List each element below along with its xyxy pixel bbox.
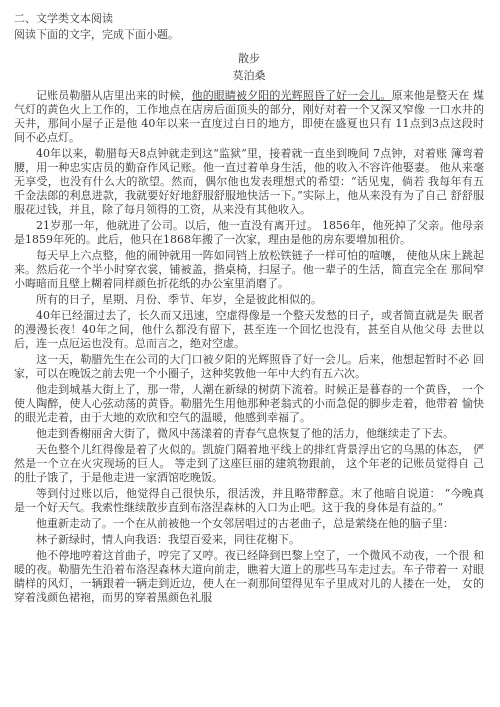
section-heading: 二、文学类文本阅读 [14, 12, 113, 25]
paragraph-13-song: 林子新绿时，情人向我语：我望百爱来，同往花榭下。 [36, 533, 300, 546]
paragraph-text: 原来他是整天在 煤气灯的黄色火上工作的，工作地点在店房后面顶头的部分，刚好对着一个又深又窄像 一口水井的天井，那间小屋子正是他 40年以来一直度过白日的地方，即使在盛夏也只有 11点到3点这段时间不必点灯。 [14, 89, 485, 144]
article-title: 散步 [238, 52, 260, 65]
paragraph-2: 40年以来，勒腊每天8点钟就走到这“监狱”里，接着就一直坐到晚间 7点钟，对着账 簿弯着腰，用一种忠实店员的勤奋作风记账。他一直过着单身生活，他的收入不容许他娶妻。 他从来毫无享受，也没有什么大的欲望。然而，偶尔他也发表理想式的希望：“话见鬼，倘若 我每年有五千金法郎的利息进款，我就要好好地舒服舒服地快活一下。”实际上，他从来没有为了自己 舒舒服服花过钱，并且，除了每月领得的工资，从来没有其他收入。 [14, 147, 484, 216]
paragraph-3: 21岁那一年，他就进了公司。以后，他一直没有离开过。 1856年，他死掉了父亲。他母亲是1859年死的。此后，他只在1868年搬了一次家，理由是他的房东要增加租价。 [14, 219, 484, 246]
underlined-sentence: 他的眼睛被夕阳的光辉照昏了好一会儿。 [191, 89, 392, 102]
paragraph-14: 他不停地哼着这首曲子，哼完了又哼。夜已经降到巴黎上空了，一个微风不动夜，一个很 和暖的夜。勒腊先生沿着布洛涅森林大道向前走，瞧着大道上的那些马车走过去。车子带着一 对眼睛样的风灯，一辆跟着一辆走到近边，使人在一刹那间望得见车子里成对儿的人搂在一处， 女的穿着浅颜色裙袍，而男的穿着黑颜色礼服 [14, 549, 484, 604]
author-name: 莫泊桑 [232, 69, 266, 82]
article-author [14, 69, 484, 83]
article-body [14, 89, 484, 605]
paragraph-text: 记账员勒腊从店里出来的时候， [36, 89, 192, 102]
paragraph-4: 每天早上六点整，他的闹钟就用一阵如同铛上放松铁链子一样可怕的喧嚷， 使他从床上跳起来。然后花一个半小时穿衣裳，铺被盖，揩桌椅，扫屋子。他一辈子的生活，简直完全在 那间窄小晦暗而且壁上糊着同样颜色折花纸的办公室里消磨了。 [14, 249, 484, 290]
paragraph-9: 他走到香榭丽舍大街了，微风中荡漾着的青春气息恢复了他的活力，他继续走了下去。 [36, 427, 454, 440]
paragraph-12: 他重新走动了。一个在从前被他一个女邻居唱过的古老曲子，总是萦绕在他的脑子里： [36, 517, 454, 530]
paragraph-6: 40年已经溜过去了，长久而又迅速，空虚得像是一个整天发愁的日子，或者简直就是失 眠者的漫漫长夜！40年之间，他什么都没有留下，甚至连一个回忆也没有，甚至自从他父母 去世以后，连一点厄运也没有。总而言之，绝对空虚。 [14, 309, 484, 350]
paragraph-8: 他走到城基大街上了，那一带，人潮在新绿的树荫下流着。时候正是暮春的一个黄昏， 一个使人陶醉，使人心弦动荡的黄昏。勒腊先生用他那种老翁式的小而急促的脚步走着，他带着 愉快的眼光走着，由于大地的欢欣和空气的温暖，他感到幸福了。 [14, 383, 484, 424]
reading-instruction: 阅读下面的文字，完成下面小题。 [14, 28, 179, 41]
paragraph-11: 等到付过账以后，他觉得自己很快乐，很活泼，并且略带醉意。末了他暗自说道： “今晚真是一个好天气。我索性继续散步直到布洛涅森林的入口为止吧。这于我的身体是有益的。” [14, 487, 484, 514]
paragraph-5: 所有的日子，星期、月份、季节、年岁，全是彼此相似的。 [36, 293, 322, 306]
paragraph-1 [14, 89, 484, 145]
paragraph-7: 这一天，勒腊先生在公司的大门口被夕阳的光辉照昏了好一会儿。后来，他想起暂时不必 回家，可以在晚饭之前去兜一个小圈子，这种奖敦他一年中大约有五六次。 [14, 353, 484, 380]
paragraph-10: 天色整个儿红得像是着了火似的。凯旋门隔着地平线上的排红背景浮出它的乌黑的体态， 俨然是一个立在火灾现场的巨人。 等走到了这座巨丽的建筑物跟前， 这个年老的记账员觉得自 己的肚子饿了，于是他走进一家酒馆吃晚饭。 [14, 443, 484, 484]
